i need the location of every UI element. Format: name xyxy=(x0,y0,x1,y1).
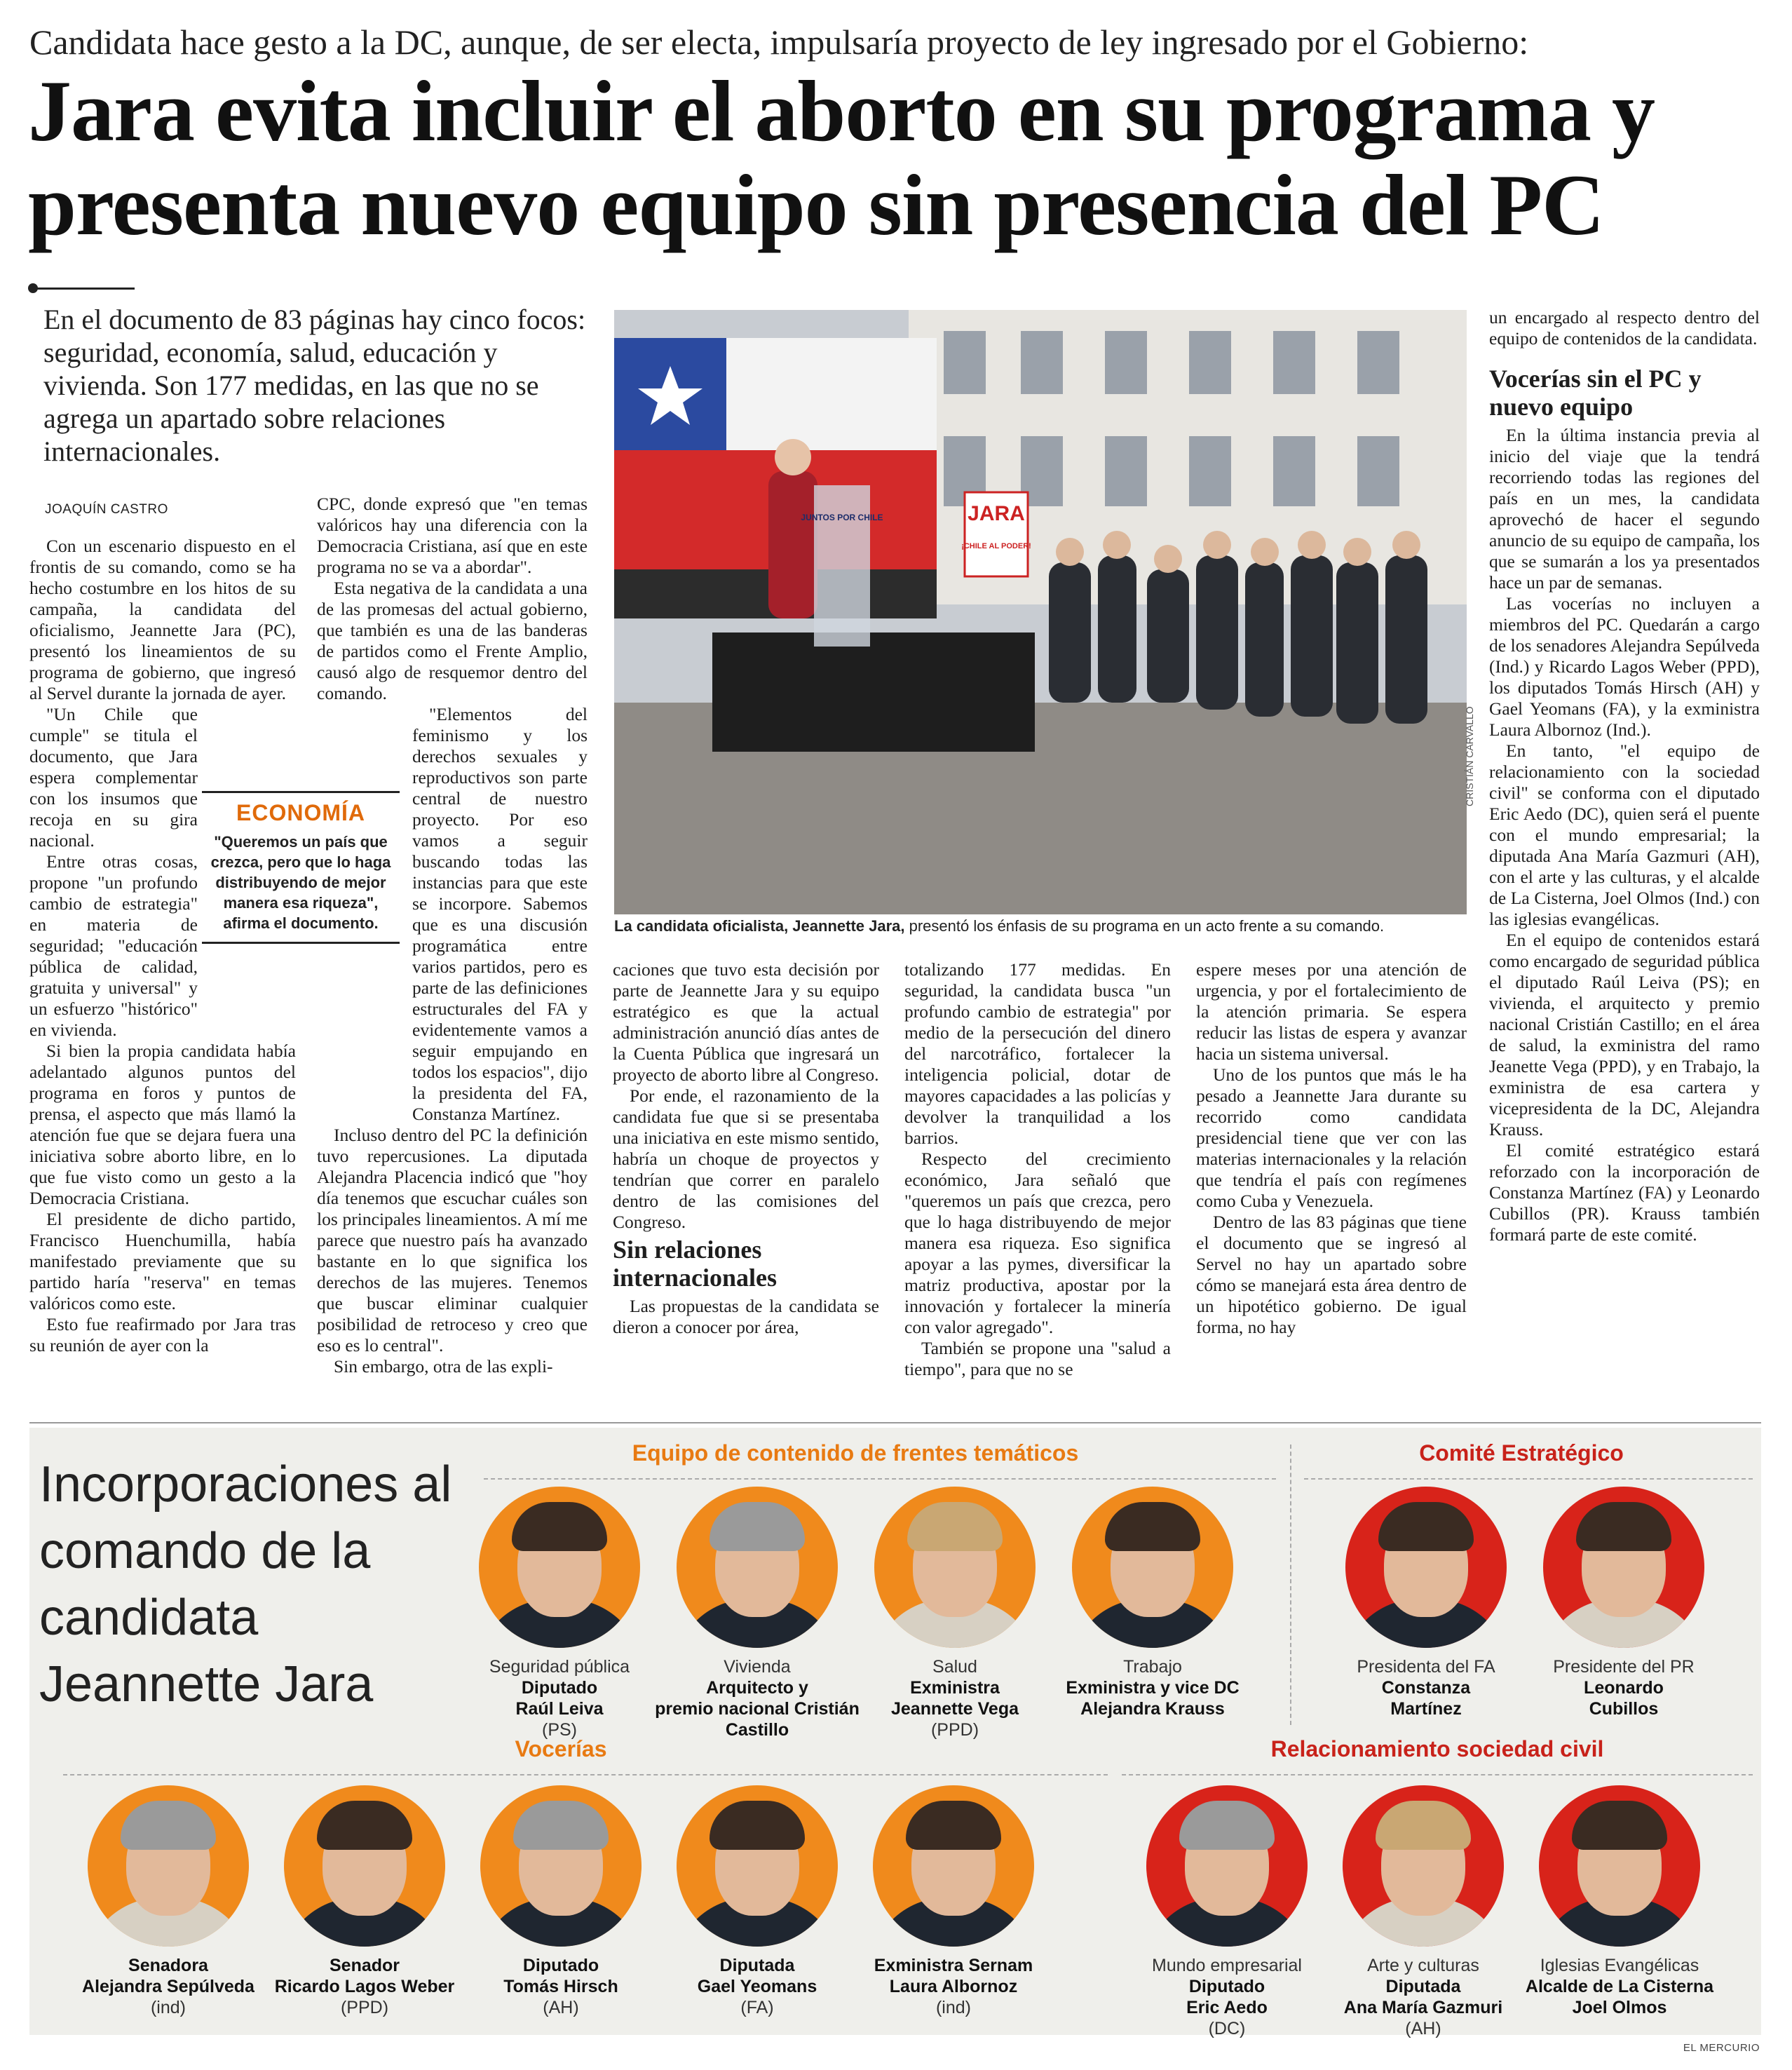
section-title-sociedad: Relacionamiento sociedad civil xyxy=(1270,1736,1604,1761)
paragraph: Dentro de las 83 páginas que tiene el documento que se ingresó al Servel no hay un apartado sobre cómo se manejará esta área dentro de un hipotético gobierno. De igual forma, no hay xyxy=(1196,1212,1467,1337)
profile-party: (PPD) xyxy=(340,1998,389,2017)
paragraph: En la última instancia previa al inicio del viaje que la tendrá recorriendo todas las regiones del país en un mes, la candidata aprovechó de hacer el segundo anuncio de su equipo de campaña, los que se sumarán a los ya presentados hace un par de semanas. xyxy=(1489,425,1760,593)
hair xyxy=(1376,1801,1471,1850)
portrait xyxy=(1072,1487,1233,1648)
paragraph: un encargado al respecto dentro del equipo de contenidos de la candidata. xyxy=(1489,307,1760,349)
divider xyxy=(63,1774,1108,1775)
profile-title: Constanza xyxy=(1381,1678,1471,1698)
hair xyxy=(121,1801,216,1850)
article-column-6 xyxy=(1489,307,1760,1387)
hair xyxy=(1572,1801,1667,1850)
hair xyxy=(512,1502,607,1551)
profile-name: Cubillos xyxy=(1589,1699,1659,1719)
profile-role: Seguridad pública xyxy=(489,1657,630,1677)
profile-title: Arquitecto y xyxy=(706,1678,808,1698)
portrait xyxy=(677,1487,838,1648)
profile-title: Senador xyxy=(329,1956,400,1975)
profile-card xyxy=(652,1487,862,1740)
paragraph: "Un Chile que cumple" se titula el documento, que Jara espera complementar con los insumos que recoja en su gira nacional. xyxy=(29,704,198,851)
profile-name: Tomás Hirsch xyxy=(503,1977,618,1996)
profile-card xyxy=(848,1785,1059,2018)
rally-photo-illustration xyxy=(614,310,1467,914)
profile-role: Iglesias Evangélicas xyxy=(1540,1956,1699,1975)
portrait xyxy=(677,1785,838,1947)
profile-party: (AH) xyxy=(543,1998,579,2017)
section-title-comite: Comité Estratégico xyxy=(1419,1440,1624,1466)
hair xyxy=(1576,1502,1671,1551)
profile-title: Exministra y vice DC xyxy=(1066,1678,1240,1698)
profile-title: Diputado xyxy=(522,1956,599,1975)
section-title-contenido: Equipo de contenido de frentes temáticos xyxy=(632,1440,1079,1466)
profile-party: (PS) xyxy=(542,1720,577,1740)
portrait xyxy=(1343,1785,1504,1947)
portrait xyxy=(873,1785,1034,1947)
hair xyxy=(317,1801,412,1850)
profile-name: Raúl Leiva xyxy=(515,1699,604,1719)
divider xyxy=(1290,1445,1291,1725)
pull-quote-text: "Queremos un país que crezca, pero que lo haga distribuyendo de mejor manera esa riqueza", afirma el documento. xyxy=(210,833,391,932)
hair xyxy=(710,1502,805,1551)
profile-role: Presidenta del FA xyxy=(1357,1657,1495,1677)
profile-card xyxy=(1519,1487,1729,1719)
sign-slogan: ¡CHILE AL PODER! xyxy=(961,542,1031,550)
portrait xyxy=(88,1785,249,1947)
profile-name: Gael Yeomans xyxy=(697,1977,817,1996)
profile-title: Senadora xyxy=(128,1956,208,1975)
profile-party: (ind) xyxy=(935,1998,971,2017)
pull-quote-heading: ECONOMÍA xyxy=(236,800,365,825)
profile-name: Jeannette Vega xyxy=(890,1699,1019,1719)
profile-title: Exministra xyxy=(910,1678,1000,1698)
paragraph: Uno de los puntos que más le ha pesado a Jeannette Jara durante su recorrido como candidata presidencial tiene que ver con las materias internacionales y la relación que tendría el país con regímenes como Cuba y Venezuela. xyxy=(1196,1064,1467,1211)
paragraph: Por ende, el razonamiento de la candidata fue que si se presentaba una iniciativa en este mismo sentido, habría un choque de proyectos y tendrían que correr en paralelo dentro de las comisiones del Congreso. xyxy=(613,1085,879,1232)
hair xyxy=(513,1801,609,1850)
profile-name: Martínez xyxy=(1390,1699,1462,1719)
portrait xyxy=(874,1487,1036,1648)
portrait xyxy=(1345,1487,1507,1648)
paragraph: caciones que tuvo esta decisión por parte de Jeannette Jara y su equipo estratégico es que la actual administración anunció días antes de la Cuenta Pública que ingresará un proyecto de aborto libre al Congreso. xyxy=(613,959,879,1085)
profile-name: Joel Olmos xyxy=(1572,1998,1667,2017)
paragraph: Sin embargo, otra de las expli- xyxy=(334,1356,553,1376)
paragraph: Con un escenario dispuesto en el frontis de su comando, como se ha hecho costumbre en los hitos de su campaña, la candidata del oficialismo, Jeannette Jara (PC), presentó los lineamientos de su programa de gobierno, que ingresó al Servel durante la jornada de ayer. xyxy=(29,536,296,703)
paragraph: Entre otras cosas, propone "un profundo cambio de estrategia" en materia de seguridad; "educación pública de calidad, gratuita y universal" y un esfuerzo "histórico" en vivienda. xyxy=(29,851,198,1040)
paragraph: Las propuestas de la candidata se dieron a conocer por área, xyxy=(613,1296,879,1337)
divider xyxy=(29,288,135,290)
photo-caption xyxy=(614,917,1467,935)
portrait xyxy=(480,1785,642,1947)
paragraph: Respecto del crecimiento económico, Jara señaló que "queremos un país que crezca, pero que lo haga distribuyendo de mejor manera esa riqueza. Eso significa apoyar a las pymes, diversificar la matriz productiva, apostar por la innovación y fortalecer la minería con valor agregado". xyxy=(904,1149,1171,1337)
hair xyxy=(1378,1502,1474,1551)
paragraph: Esto fue reafirmado por Jara tras su reunión de ayer con la xyxy=(29,1314,296,1355)
hair xyxy=(710,1801,805,1850)
profile-role: Vivienda xyxy=(724,1657,791,1677)
profile-title: Leonardo xyxy=(1584,1678,1664,1698)
byline: JOAQUÍN CASTRO xyxy=(45,502,168,517)
profile-name: Alejandra Sepúlveda xyxy=(82,1977,254,1996)
profile-title: Diputado xyxy=(521,1678,598,1698)
profile-card xyxy=(454,1487,665,1740)
profile-name: Eric Aedo xyxy=(1186,1998,1268,2017)
podium-sign: JUNTOS POR CHILE xyxy=(801,513,883,522)
profile-role: Presidente del PR xyxy=(1553,1657,1695,1677)
portrait xyxy=(479,1487,640,1648)
rally-photo xyxy=(614,310,1467,914)
hair xyxy=(1105,1502,1200,1551)
profile-name: Ana María Gazmuri xyxy=(1343,1998,1503,2017)
profile-role: Arte y culturas xyxy=(1367,1956,1479,1975)
divider-dot xyxy=(28,283,38,293)
subheading: Vocerías sin el PC y nuevo equipo xyxy=(1489,365,1702,421)
article-column-4 xyxy=(904,959,1171,1384)
divider xyxy=(1304,1478,1753,1480)
paragraph: espere meses por una atención de urgencia, y por el fortalecimiento de la atención primaria. Se espera reducir las listas de espera y avanzar hacia un sistema universal. xyxy=(1196,959,1467,1064)
profile-card xyxy=(850,1487,1060,1740)
kicker: Candidata hace gesto a la DC, aunque, de ser electa, impulsaría proyecto de ley ingresado por el Gobierno: xyxy=(29,22,1529,62)
divider xyxy=(29,1422,1761,1423)
paragraph: CPC, donde expresó que "en temas valóricos hay una diferencia con la Democracia Cristiana, así que en este programa no se va a abordar". xyxy=(317,494,588,577)
paragraph: El comité estratégico estará reforzado con la incorporación de Constanza Martínez (FA) y Leonardo Cubillos (PR). Krauss también formará parte de este comité. xyxy=(1489,1140,1760,1245)
hair xyxy=(907,1502,1003,1551)
profile-role: Salud xyxy=(932,1657,977,1677)
profile-card xyxy=(1318,1785,1528,2039)
paragraph: El presidente de dicho partido, Francisco Huenchumilla, había manifestado previamente que su partido haría "reserva" en temas valóricos como este. xyxy=(29,1209,296,1313)
portrait xyxy=(1146,1785,1308,1947)
profile-role: Mundo empresarial xyxy=(1152,1956,1302,1975)
profile-title: Alcalde de La Cisterna xyxy=(1525,1977,1714,1996)
section-title-vocerias: Vocerías xyxy=(515,1736,607,1761)
portrait xyxy=(284,1785,445,1947)
profile-name: Alejandra Krauss xyxy=(1080,1699,1225,1719)
paragraph: En el equipo de contenidos estará como encargado de seguridad pública el diputado Raúl Leiva (PS); en vivienda, el arquitecto y premio nacional Cristián Castillo; en el área de salud, la exministra del ramo Jeanette Vega (PPD), y en Trabajo, la exministra de esa cartera y vicepresidenta de la DC, Alejandra Krauss. xyxy=(1489,930,1760,1139)
profile-name: Ricardo Lagos Weber xyxy=(274,1977,455,1996)
hair xyxy=(906,1801,1001,1850)
article-column-3 xyxy=(613,959,879,1384)
paragraph: Esta negativa de la candidata a una de las promesas del actual gobierno, que también es una de las banderas de partidos como el Frente Amplio, causó algo de resquemor dentro del comando. xyxy=(317,578,588,703)
paragraph: En tanto, "el equipo de relacionamiento con la sociedad civil" se conforma con el diputado Eric Aedo (DC), quien será el puente con el mundo empresarial; la diputada Ana María Gazmuri (AH), con el arte y las culturas, y el alcalde de La Cisterna, Joel Olmos (Ind.) con las iglesias evangélicas. xyxy=(1489,740,1760,929)
caption-lead: La candidata oficialista, Jeannette Jara, xyxy=(614,917,905,935)
profile-party: (FA) xyxy=(740,1998,774,2017)
paragraph: totalizando 177 medidas. En seguridad, la candidata busca "un profundo cambio de estrategia" por medio de la persecución del dinero del narcotráfico, fortalecer la inteligencia policial, dotar de mayores capacidades a las policías y devolver la tranquilidad a los barrios. xyxy=(904,959,1171,1148)
subheading: Sin relaciones internacionales xyxy=(613,1236,777,1292)
article-column-1 xyxy=(29,536,296,1384)
profile-name: Laura Albornoz xyxy=(889,1977,1018,1996)
hair xyxy=(1179,1801,1275,1850)
profile-card xyxy=(1122,1785,1332,2039)
paragraph: También se propone una "salud a tiempo", para que no se xyxy=(904,1338,1171,1379)
profile-card xyxy=(652,1785,862,2018)
profile-role: Trabajo xyxy=(1123,1657,1182,1677)
profile-card xyxy=(1321,1487,1531,1719)
profile-name: premio nacional Cristián Castillo xyxy=(655,1699,860,1740)
profile-card xyxy=(1514,1785,1725,2018)
divider xyxy=(484,1478,1276,1480)
lede: En el documento de 83 páginas hay cinco focos: seguridad, economía, salud, educación y vivienda. Son 177 medidas, en las que no se agrega un apartado sobre relaciones internacionales. xyxy=(43,304,586,467)
profile-party: (PPD) xyxy=(930,1720,979,1740)
portrait xyxy=(1543,1487,1704,1648)
paragraph: Si bien la propia candidata había adelantado algunos puntos del programa en foros y puntos de prensa, el aspecto que más llamó la atención fue que se dejara fuera una iniciativa sobre aborto libre, en lo que fue visto como un gesto a la Democracia Cristiana. xyxy=(29,1041,296,1208)
article-column-5 xyxy=(1196,959,1467,1384)
caption-text: presentó los énfasis de su programa en un acto frente a su comando. xyxy=(904,917,1385,935)
profile-title: Diputado xyxy=(1188,1977,1265,1996)
profile-card xyxy=(1047,1487,1258,1719)
profile-card xyxy=(456,1785,666,2018)
profile-party: (ind) xyxy=(150,1998,186,2017)
photo-credit: CRISTIÁN CARVALLO xyxy=(1464,706,1475,806)
source-label: EL MERCURIO xyxy=(1683,2042,1760,2054)
paragraph: Incluso dentro del PC la definición tuvo repercusiones. La diputada Alejandra Placencia indicó que "hoy día tenemos que escuchar cuáles son los principales lineamientos. A mí me parece que nuestro país ha avanzado bastante en lo que significa los derechos de las mujeres. Tenemos que buscar eliminar cualquier posibilidad de retroceso y creo que eso es lo central". xyxy=(317,1125,588,1355)
profile-title: Diputada xyxy=(1385,1977,1461,1996)
headline: Jara evita incluir el aborto en su programa y presenta nuevo equipo sin presencia del PC xyxy=(28,63,1655,253)
profile-party: (AH) xyxy=(1405,2019,1441,2038)
profile-card xyxy=(259,1785,470,2018)
paragraph: "Elementos del feminismo y los derechos sexuales y reproductivos son parte central de nuestro proyecto. Por eso vamos a seguir buscando todas las instancias para que este se incorpore. Sabemos que es una discusión programática entre varios partidos, pero es parte de las definiciones estructurales del FA y evidentemente vamos a seguir empujando en todos los espacios", dijo la presidenta del FA, Constanza Martínez. xyxy=(412,704,588,1124)
pull-quote xyxy=(202,791,400,944)
sign-name: JARA xyxy=(968,502,1025,525)
divider xyxy=(1122,1774,1753,1775)
profile-title: Exministra Sernam xyxy=(874,1956,1033,1975)
profile-card xyxy=(63,1785,273,2018)
profile-party: (DC) xyxy=(1208,2019,1246,2038)
infographic-title: Incorporaciones al comando de la candidata Jeannette Jara xyxy=(39,1456,452,1712)
portrait xyxy=(1539,1785,1700,1947)
paragraph: Las vocerías no incluyen a miembros del PC. Quedarán a cargo de los senadores Alejandra Sepúlveda (Ind.) y Ricardo Lagos Weber (PPD), los diputados Tomás Hirsch (AH) y Gael Yeomans (FA), y la exministra Laura Albornoz (Ind.). xyxy=(1489,593,1760,740)
profile-title: Diputada xyxy=(719,1956,795,1975)
